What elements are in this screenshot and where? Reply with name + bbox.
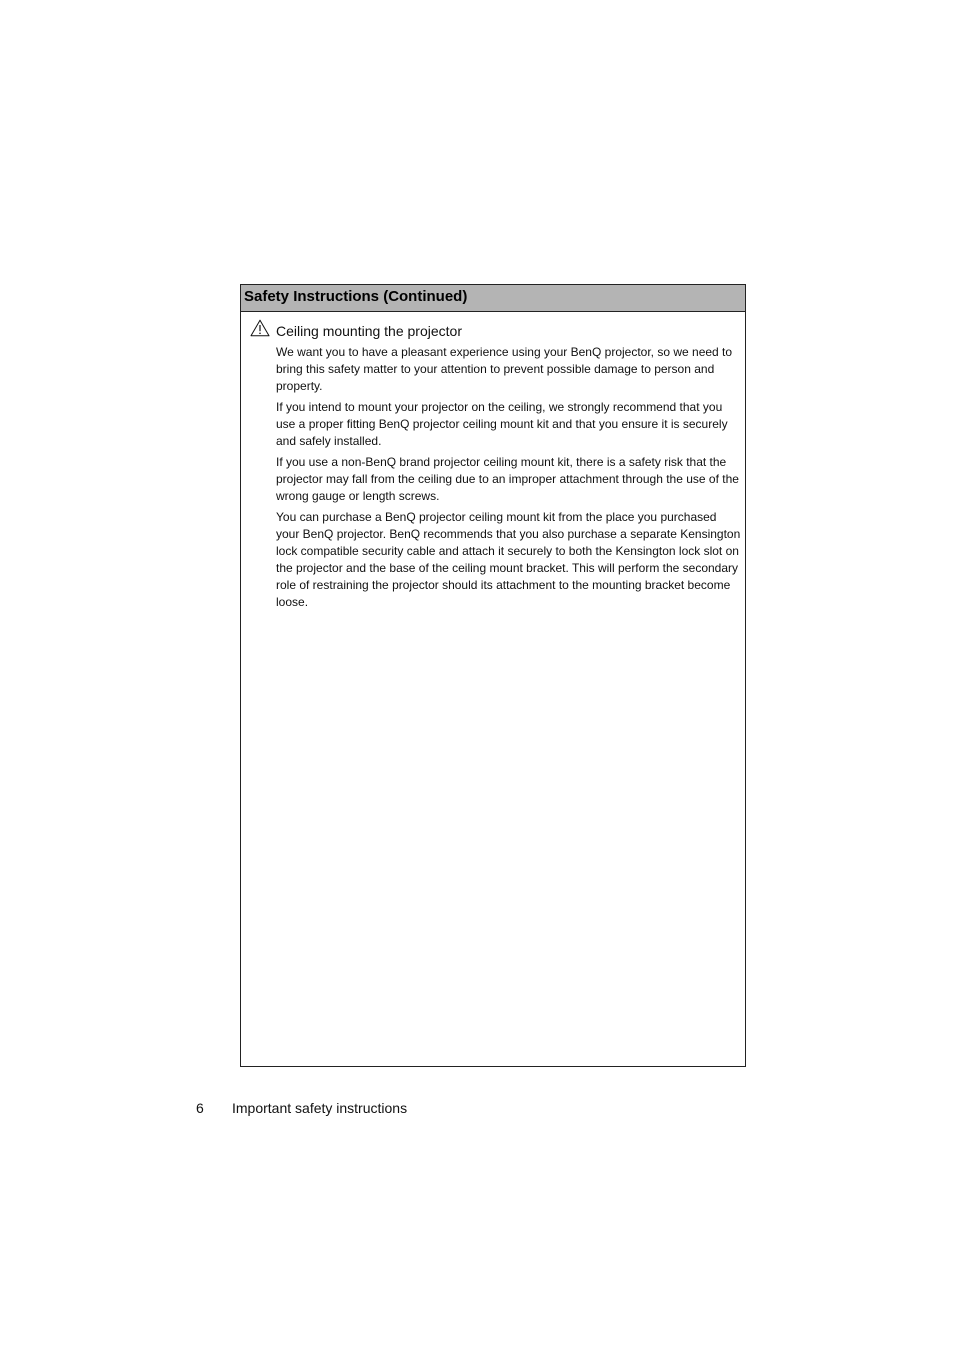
paragraph-intro: We want you to have a pleasant experience using your BenQ projector, so we need to bring this safety matter to your attention to prevent possible damage to person and property. <box>276 345 733 393</box>
page-number: 6 <box>196 1100 204 1116</box>
paragraph-purchase: You can purchase a BenQ projector ceiling mount kit from the place you purchased your BenQ projector. BenQ recommends that you also purchase a separate Kensington lock compatible security cable and attach it securely to both the Kensington lock slot on the projector and the base of the ceiling mount bracket. This will perform the secondary role of restraining the projector should its attachment to the mounting bracket become loose. <box>276 510 741 609</box>
footer-title: Important safety instructions <box>232 1100 408 1116</box>
safety-instructions-box <box>240 284 746 1067</box>
ceiling-mounting-section <box>241 312 745 611</box>
paragraph-risk: If you use a non-BenQ brand projector ceiling mount kit, there is a safety risk that the projector may fall from the ceiling due to an improper attachment through the use of the wrong gauge or length screws. <box>276 455 739 503</box>
warning-triangle-icon <box>250 319 270 337</box>
paragraph-recommendation: If you intend to mount your projector on the ceiling, we strongly recommend that you use a proper fitting BenQ projector ceiling mount kit and that you ensure it is securely and safely installed. <box>276 400 728 448</box>
box-header-title: Safety Instructions (Continued) <box>241 285 745 312</box>
section-heading: Ceiling mounting the projector <box>276 323 462 339</box>
